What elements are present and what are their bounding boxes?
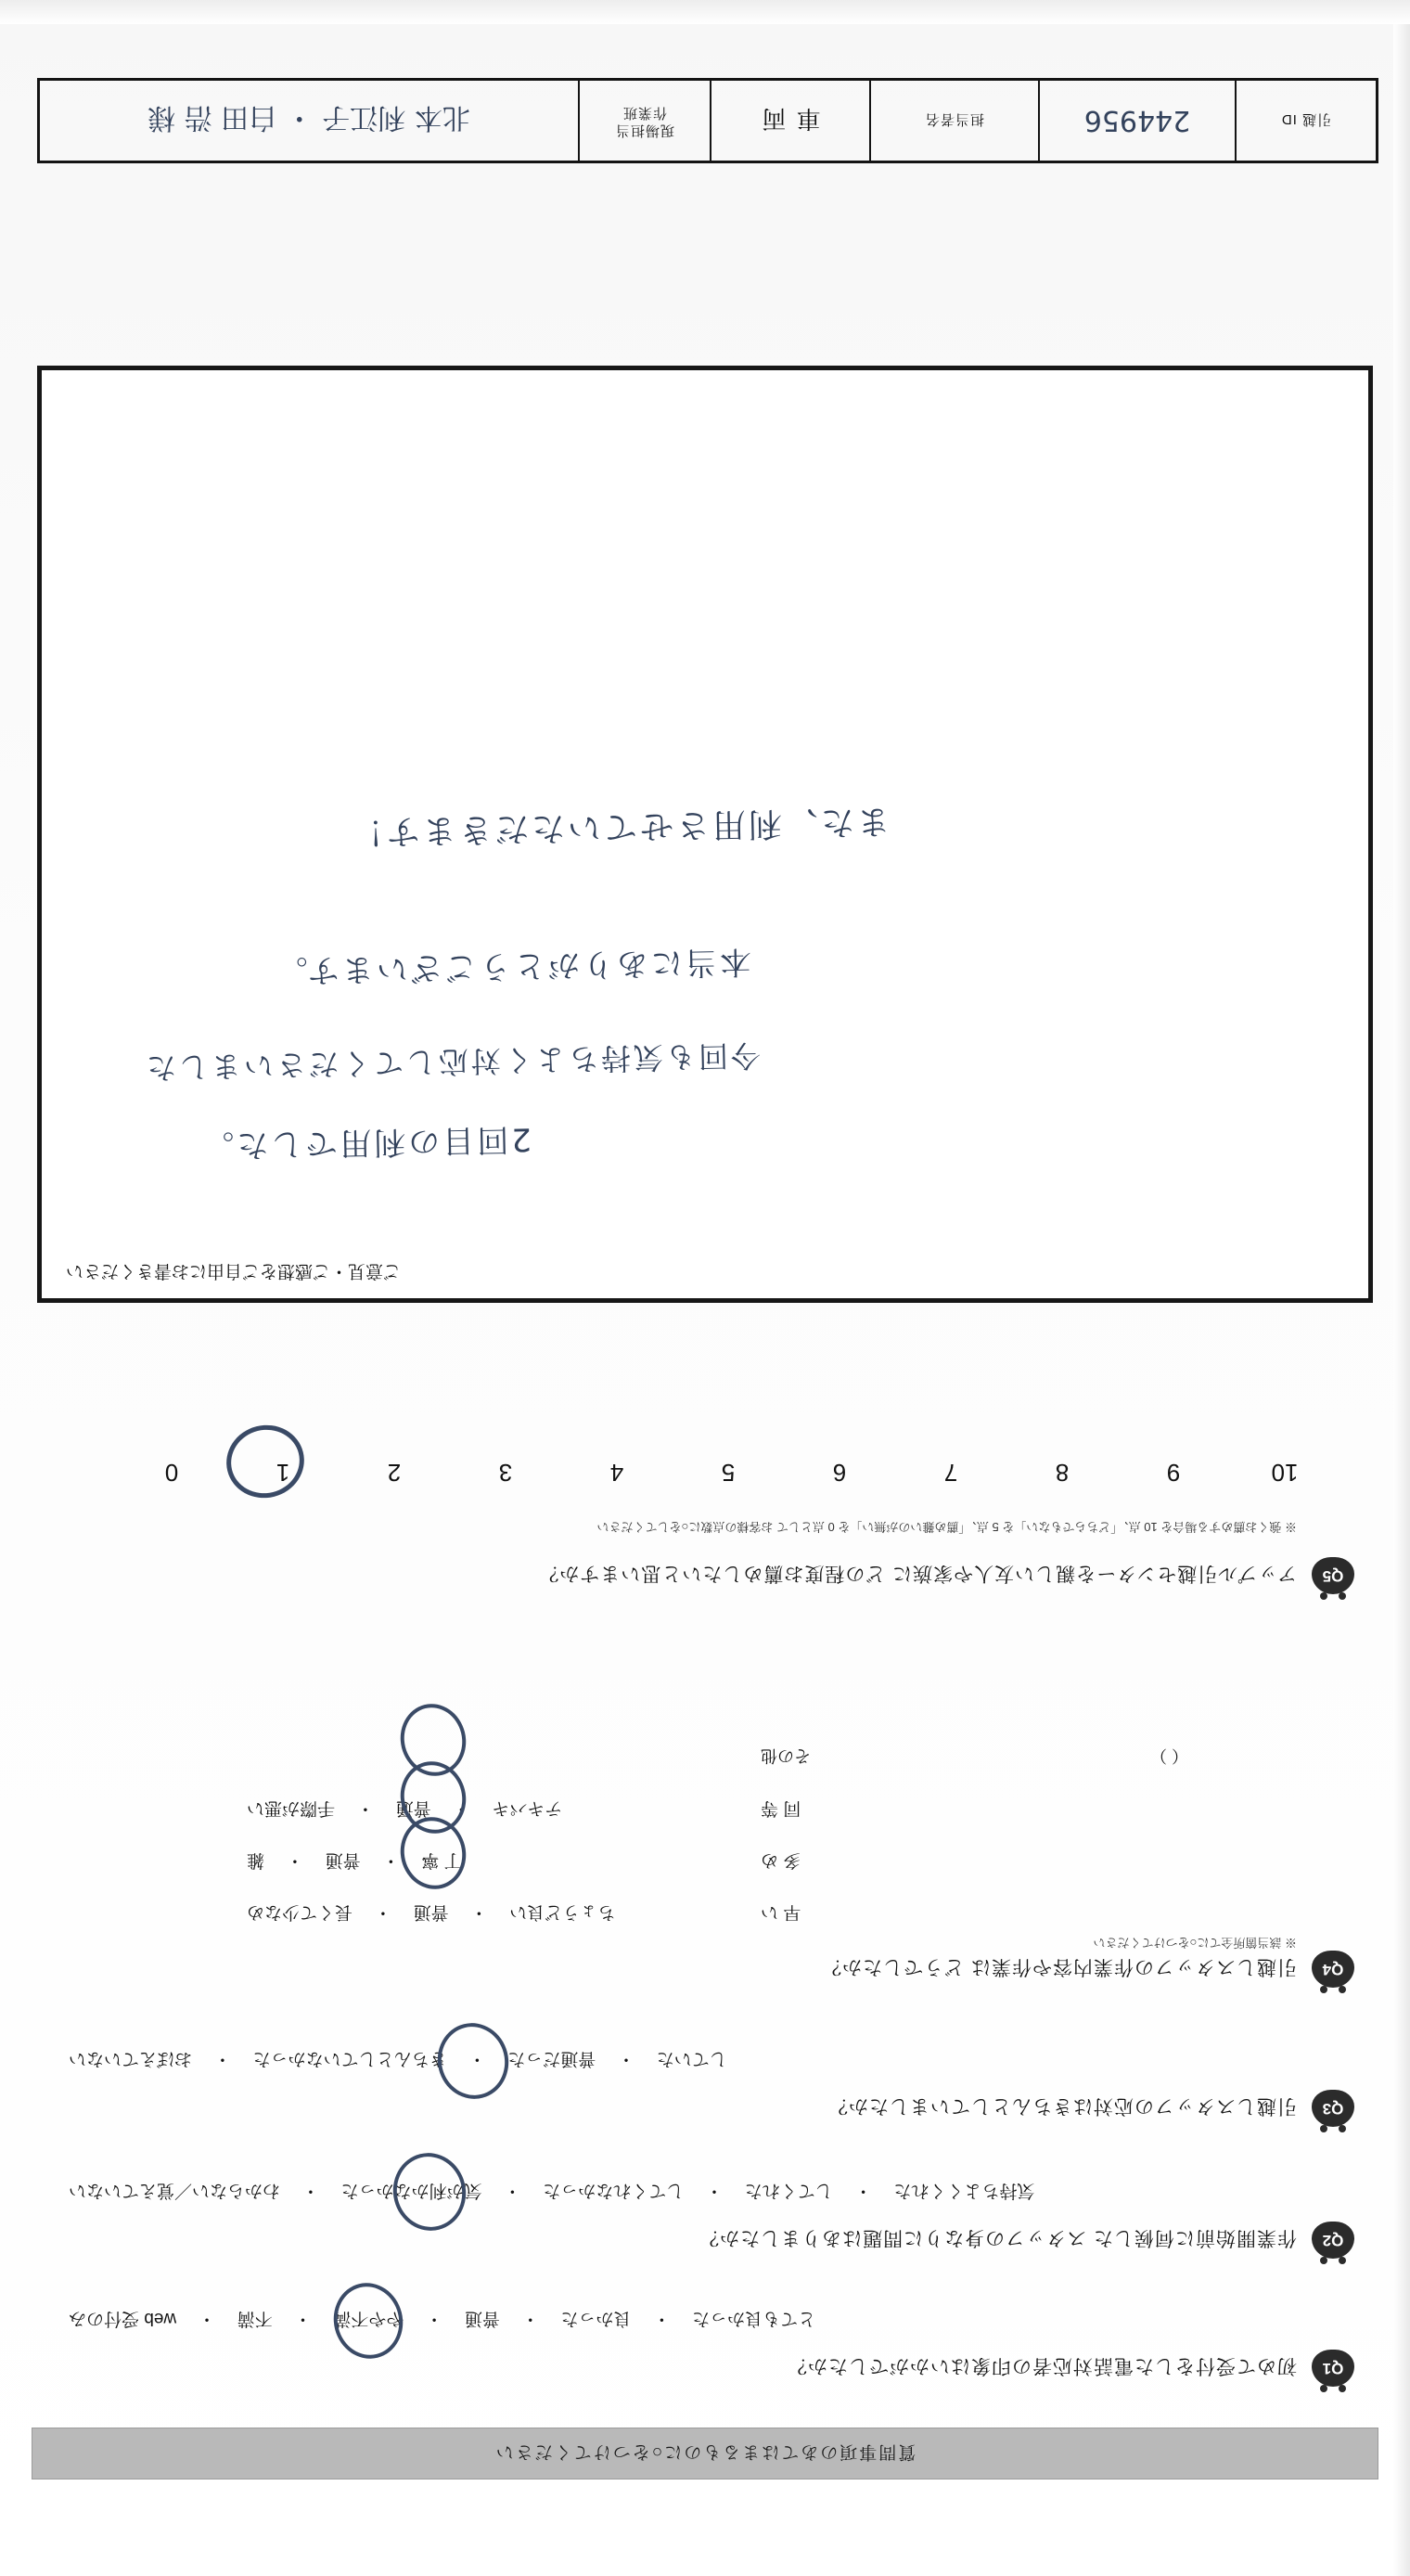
- separator: ・: [854, 2181, 873, 2200]
- q4-matrix-row-2: [56, 1834, 1354, 1886]
- separator: ・: [301, 2181, 320, 2200]
- q5-scale-4[interactable]: 4: [609, 1459, 624, 1487]
- separator: ・: [213, 2049, 232, 2068]
- q4-row1-label: 早 い: [761, 1902, 801, 1922]
- header-band: [32, 2428, 1378, 2479]
- q4-row1-option-2[interactable]: 長くて少なめ: [247, 1902, 353, 1922]
- handwritten-line-4: また、利用させていただきます！: [347, 801, 891, 852]
- separator: ・: [286, 1850, 304, 1870]
- q4-text: 引越しスタッフの作業内容や作業は どうでしたか？: [821, 1956, 1297, 1977]
- q1-badge: Q1: [1312, 2350, 1354, 2387]
- q5-circled-mark: [219, 1417, 312, 1506]
- q4-matrix: [56, 1739, 1354, 1938]
- q5-head: [56, 1520, 1354, 1592]
- q3-option-0[interactable]: していた: [656, 2049, 727, 2068]
- q4-matrix-row-1: [56, 1886, 1354, 1938]
- q5-note: ※ 強くお薦めする場合を 10 点、「どちらでもない」を 5 点、「薦め難いのが無い」を 0 点として お客様の点数に○をしてください: [596, 1520, 1297, 1534]
- q4-row2-option-1[interactable]: 普通: [325, 1850, 361, 1870]
- info-cell-small-labels: [578, 81, 710, 161]
- info-cell-staff-label: [869, 81, 1038, 161]
- q1-head: [56, 2346, 1354, 2385]
- separator: ・: [374, 1902, 392, 1922]
- q4-badge: Q4: [1312, 1951, 1354, 1988]
- q1-option-4[interactable]: 不満: [237, 2309, 273, 2328]
- separator: ・: [705, 2181, 724, 2200]
- q5-scale-1[interactable]: 1: [276, 1459, 290, 1487]
- comment-box-label: ご意見・ご感想をご自由にお書きください: [66, 1261, 402, 1281]
- q4-row3-option-1[interactable]: 普通: [395, 1798, 431, 1818]
- separator: ・: [468, 2049, 486, 2068]
- q4-row2-label: 多 め: [761, 1850, 801, 1870]
- q4-row2-option-2[interactable]: 雑: [247, 1850, 265, 1870]
- separator: ・: [452, 1798, 470, 1818]
- q2-option-3[interactable]: 気が利かなかった: [340, 2181, 482, 2200]
- separator: ・: [198, 2309, 216, 2328]
- q4-head: [56, 1936, 1354, 1986]
- separator: ・: [503, 2181, 521, 2200]
- q2-badge: Q2: [1312, 2222, 1354, 2259]
- q3-badge: Q3: [1312, 2090, 1354, 2127]
- q1-option-3[interactable]: やや不満: [333, 2309, 404, 2328]
- q1-text: 初めて受付をした電話対応者の印象はいかがでしたか？: [787, 2355, 1297, 2376]
- separator: ・: [469, 1902, 488, 1922]
- q5-scale-2[interactable]: 2: [387, 1459, 402, 1487]
- q4-matrix-row-3: [56, 1782, 1354, 1834]
- q3-option-1[interactable]: 普通だった: [507, 2049, 596, 2068]
- question-block-q3: [56, 2041, 1354, 2125]
- q2-option-0[interactable]: 気持ちよくくれた: [893, 2181, 1035, 2200]
- separator: ・: [294, 2309, 313, 2328]
- q3-head: [56, 2086, 1354, 2125]
- id-value: 244956: [1083, 104, 1191, 137]
- q1-option-2[interactable]: 普通: [464, 2309, 500, 2328]
- q1-option-1[interactable]: 良かった: [560, 2309, 632, 2328]
- q4-row2-option-0[interactable]: 丁 寧: [421, 1850, 462, 1870]
- info-cell-handwritten-name[interactable]: [40, 81, 578, 161]
- q4-row3-label: 同 等: [761, 1798, 801, 1818]
- small-label-1: 現場担当: [615, 122, 675, 138]
- q4-row3-option-0[interactable]: テキパキ: [492, 1798, 563, 1818]
- info-cell-id-label: [1235, 81, 1376, 161]
- q4-note: ※ 該当箇所全てに○をつけてください: [1093, 1936, 1297, 1950]
- info-strip: [37, 78, 1378, 163]
- q2-text: 作業開始前に伺候した スタッフの身なりに問題はありましたか？: [699, 2227, 1297, 2248]
- separator: ・: [356, 1798, 375, 1818]
- vehicle-label: 車 両: [760, 105, 821, 134]
- scan-edge: [1393, 0, 1410, 2576]
- separator: ・: [425, 2309, 443, 2328]
- handwritten-line-1: 2回目の利用でした。: [199, 1120, 532, 1165]
- question-block-q2: [56, 2173, 1354, 2257]
- q2-option-4[interactable]: わからない／覚えていない: [69, 2181, 281, 2200]
- q5-scale-9[interactable]: 9: [1166, 1459, 1181, 1487]
- header-band-text: 質問事項のあてはまるものに○をつけてください: [494, 2441, 916, 2462]
- separator: ・: [617, 2049, 635, 2068]
- q1-option-0[interactable]: とても良かった: [692, 2309, 816, 2328]
- q5-scale-5[interactable]: 5: [721, 1459, 736, 1487]
- small-label-2: 作業班: [622, 105, 668, 121]
- comment-box[interactable]: [37, 366, 1373, 1303]
- staff-label: 担当者名: [925, 111, 985, 128]
- q5-scale-10[interactable]: 10: [1271, 1459, 1299, 1487]
- info-cell-id-value[interactable]: [1038, 81, 1235, 161]
- q2-options: [56, 2173, 1354, 2205]
- q5-scale-6[interactable]: 6: [832, 1459, 847, 1487]
- q5-text: アップル引越センターを親しい友人や家族に どの程度お薦めしたいと思いますか？: [538, 1563, 1297, 1584]
- q4-row1-option-1[interactable]: 普通: [413, 1902, 449, 1922]
- q5-badge: Q5: [1312, 1557, 1354, 1594]
- q2-option-2[interactable]: してくれなかった: [543, 2181, 685, 2200]
- q5-scale-8[interactable]: 8: [1055, 1459, 1070, 1487]
- info-cell-vehicle-label: [710, 81, 869, 161]
- q3-options: [56, 2041, 1354, 2073]
- question-block-q5: [56, 1520, 1354, 1592]
- handwritten-line-3: 本当にありがとうございます。: [273, 942, 752, 990]
- q2-option-1[interactable]: してくれた: [744, 2181, 833, 2200]
- q4-row1-option-0[interactable]: ちょうど良い: [509, 1902, 616, 1922]
- question-block-q1: [56, 2301, 1354, 2385]
- q3-option-2[interactable]: きちんとしていなかった: [252, 2049, 447, 2068]
- q1-option-5[interactable]: web 受付のみ: [69, 2309, 177, 2328]
- q4-other-label: その他: [761, 1746, 811, 1765]
- handwritten-line-2: 今回も気持ちよく対応してくださいました: [143, 1037, 762, 1086]
- handwritten-name: 北本 利江子 ・ 白田 浩 様: [147, 101, 470, 134]
- q5-scale-0[interactable]: 0: [164, 1459, 179, 1487]
- q5-scale-7[interactable]: 7: [943, 1459, 958, 1487]
- q4-row3-option-2[interactable]: 手際が悪い: [247, 1798, 336, 1818]
- q4-other-field[interactable]: （ ）: [1150, 1746, 1189, 1765]
- scan-edge-bottom: [0, 0, 1410, 24]
- separator: ・: [381, 1850, 400, 1870]
- separator: ・: [521, 2309, 540, 2328]
- q5-scale-3[interactable]: 3: [498, 1459, 513, 1487]
- id-label: 引越 ID: [1280, 111, 1332, 128]
- q4-other-line: [56, 1739, 1354, 1776]
- question-block-q4: [56, 1739, 1354, 1986]
- q1-options: [56, 2301, 1354, 2333]
- q3-text: 引越しスタッフの応対はきちんとしていましたか？: [827, 2095, 1297, 2117]
- q3-option-3[interactable]: おぼえていない: [69, 2049, 193, 2068]
- q2-head: [56, 2218, 1354, 2257]
- separator: ・: [652, 2309, 671, 2328]
